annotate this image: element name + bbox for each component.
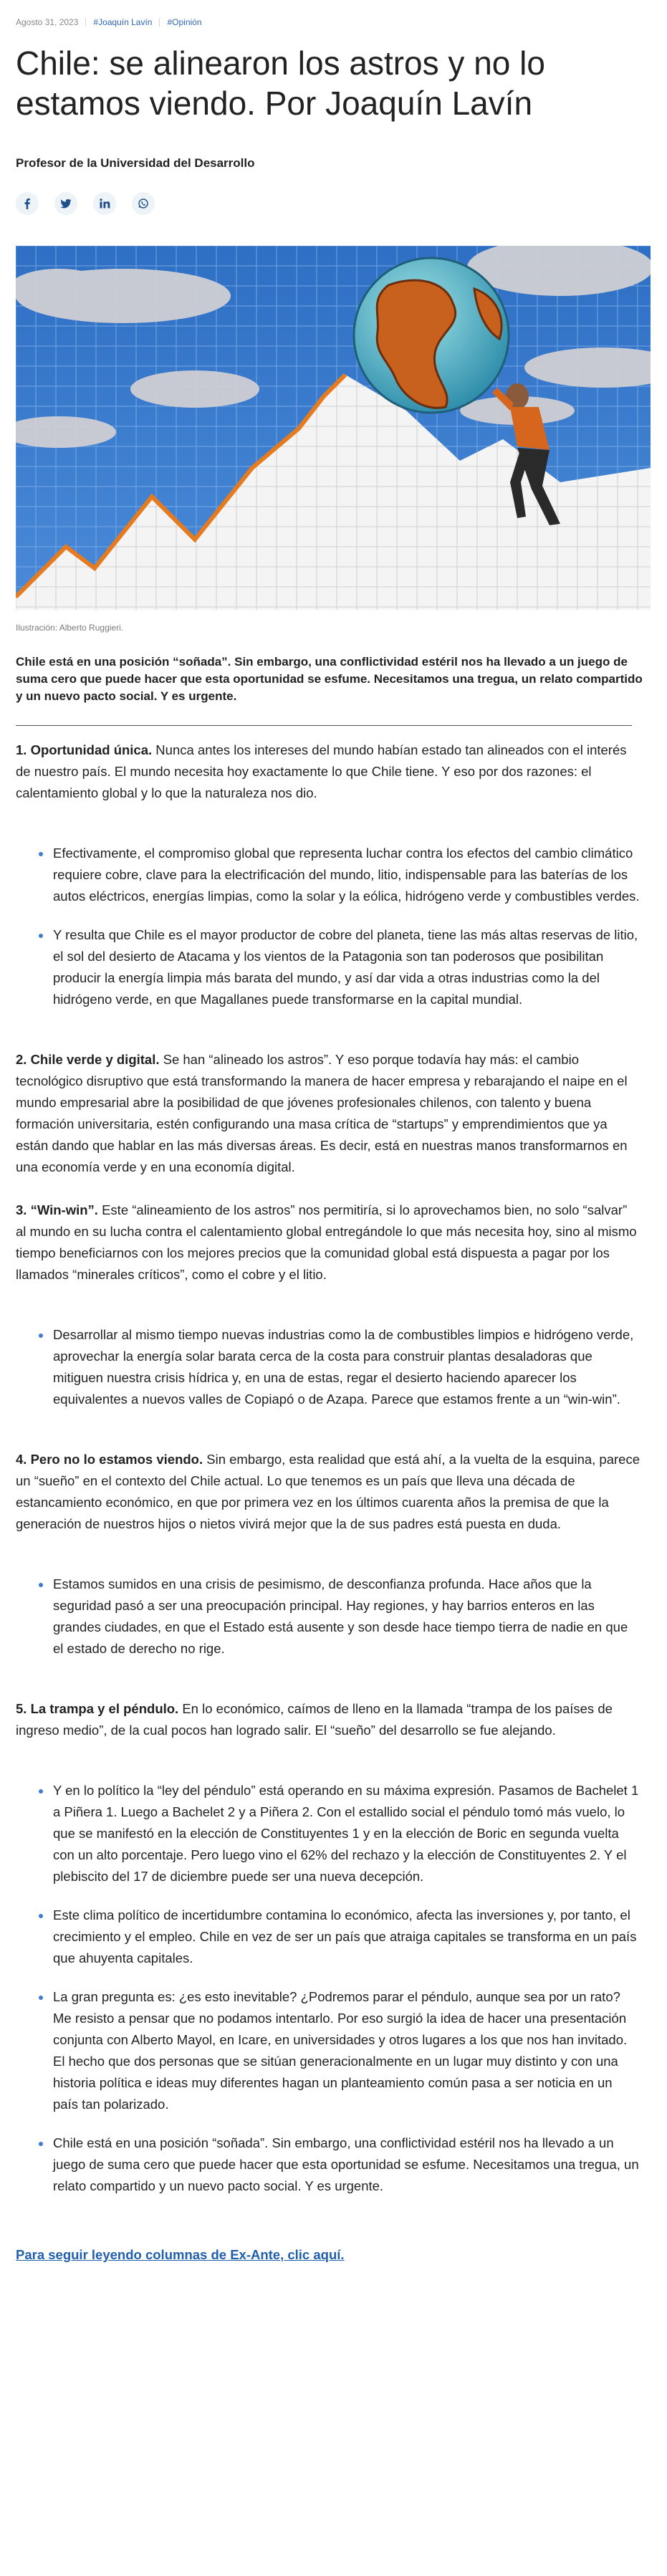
author-title: Profesor de la Universidad del Desarrollo <box>16 156 255 170</box>
section-paragraph <box>16 1049 640 1178</box>
article-body <box>16 731 640 2266</box>
image-caption: Ilustración: Alberto Ruggieri. <box>16 623 124 633</box>
section-heading: 2. Chile verde y digital. <box>16 1052 160 1067</box>
bullet-list <box>16 843 640 1010</box>
section-paragraph <box>16 1200 640 1285</box>
tag-author[interactable]: #Joaquín Lavín <box>93 17 153 27</box>
linkedin-icon <box>99 198 110 209</box>
section-heading: 4. Pero no lo estamos viendo. <box>16 1452 203 1467</box>
article-meta <box>16 17 202 27</box>
share-facebook-button[interactable] <box>16 192 39 215</box>
article-title: Chile: se alinearon los astros y no lo estamos viendo. Por Joaquín Lavín <box>16 44 545 122</box>
hero-illustration <box>16 246 651 610</box>
bullet-item: Estamos sumidos en una crisis de pesimismo, de desconfianza profunda. Hace años que la seguridad pasó a ser una preocupación principal. Hay regiones, y hay barrios enteros en las grandes ciudades, en que el Estado está ausente y son desde hace tiempo tierra de nadie en que el estado de derecho no rige. <box>16 1574 640 1660</box>
bullet-item: La gran pregunta es: ¿es esto inevitable? ¿Podremos parar el péndulo, aunque sea por un rato? Me resisto a pensar que no podamos intentarlo. Por eso surgió la idea de hacer una presentación conjunta con Alberto Mayol, en Icare, en universidades y otros lugares a los que nos han invitado. El hecho que dos personas que se sitúan generacionalmente en un lugar muy distinto y con una historia política e ideas muy diferentes hagan un planteamiento común pasa a ser noticia en un país tan polarizado. <box>16 1986 640 2115</box>
bullet-item: Desarrollar al mismo tiempo nuevas industrias como la de combustibles limpios e hidrógeno verde, aprovechar la energía solar barata cerca de la costa para construir plantas desaladoras que mitiguen nuestra crisis hídrica y, en una de estas, regar el desierto haciendo aparecer los equivalentes a nuevos valles de Copiapó o de Azapa. Parece que estamos frente a un “win-win”. <box>16 1324 640 1410</box>
section-paragraph <box>16 739 640 804</box>
twitter-icon <box>60 198 72 209</box>
bullet-item: Y resulta que Chile es el mayor productor de cobre del planeta, tiene las más altas reservas de litio, el sol del desierto de Atacama y los vientos de la Patagonia son tan poderosos que posibilitan producir la energía limpia más barata del mundo, y así dar vida a otras industrias como la del hidrógeno verde, en que Magallanes puede transformarse en la capital mundial. <box>16 924 640 1010</box>
article-lead: Chile está en una posición “soñada”. Sin embargo, una conflictividad estéril nos ha llevado a un juego de suma cero que puede hacer que esta oportunidad se esfume. Necesitamos una tregua, un relato compartido y un nuevo pacto social. Y es urgente. <box>16 655 643 703</box>
bullet-list <box>16 1780 640 2197</box>
section-paragraph <box>16 1449 640 1535</box>
meta-divider <box>159 18 160 27</box>
share-twitter-button[interactable] <box>54 192 77 215</box>
share-linkedin-button[interactable] <box>93 192 116 215</box>
section-text: Este “alineamiento de los astros” nos permitiría, si lo aprovechamos bien, no solo “salvar” al mundo en su lucha contra el calentamiento global entregándole lo que más necesita hoy, sino al mismo tiempo beneficiarnos con los mejores precios que la comunidad global está dispuesta a pagar por los llamados “minerales críticos”, como el cobre y el litio. <box>16 1202 637 1282</box>
facebook-icon <box>21 198 33 209</box>
bullet-item: Este clima político de incertidumbre contamina lo económico, afecta las inversiones y, por tanto, el crecimiento y el empleo. Chile en vez de ser un país que atraiga capitales se transforma en un país que ahuyenta capitales. <box>16 1905 640 1969</box>
whatsapp-icon <box>138 198 149 209</box>
section-heading: 3. “Win-win”. <box>16 1202 98 1217</box>
share-bar <box>16 192 155 215</box>
section-heading: 5. La trampa y el péndulo. <box>16 1701 179 1716</box>
share-whatsapp-button[interactable] <box>132 192 155 215</box>
section-text: Nunca antes los intereses del mundo habían estado tan alineados con el interés de nuestro país. El mundo necesita hoy exactamente lo que Chile tiene. Y eso por dos razones: el calentamiento global y lo que la naturaleza nos dio. <box>16 742 627 800</box>
publish-date: Agosto 31, 2023 <box>16 17 79 27</box>
bullet-item: Y en lo político la “ley del péndulo” está operando en su máxima expresión. Pasamos de Bachelet 1 a Piñera 1. Luego a Bachelet 2 y a Piñera 2. Con el estallido social el péndulo tomó más vuelo, lo que se manifestó en la elección de Constituyentes 1 y en la elección de Boric en segunda vuelta con un alto porcentaje. Pero luego vino el 62% del rechazo y la elección de Constituyentes 2. Y el plebiscito del 17 de diciembre puede ser una nueva decepción. <box>16 1780 640 1887</box>
section-heading: 1. Oportunidad única. <box>16 742 153 757</box>
bullet-item: Efectivamente, el compromiso global que representa luchar contra los efectos del cambio climático requiere cobre, clave para la electrificación del mundo, litio, indispensable para las baterías de los autos eléctricos, energías limpias, como la solar y la eólica, hidrógeno verde y combustibles verdes. <box>16 843 640 907</box>
bullet-item: Chile está en una posición “soñada”. Sin embargo, una conflictividad estéril nos ha llevado a un juego de suma cero que puede hacer que esta oportunidad se esfume. Necesitamos una tregua, un relato compartido y un nuevo pacto social. Y es urgente. <box>16 2132 640 2197</box>
divider <box>16 725 632 726</box>
section-text: Sin embargo, esta realidad que está ahí, a la vuelta de la esquina, parece un “sueño” en el contexto del Chile actual. Lo que tenemos es un país que lleva una década de estancamiento económico, en que por primera vez en los últimos cuarenta años la premisa de que la generación de nuestros hijos o nietos vivirá mejor que la de sus padres está puesta en duda. <box>16 1452 640 1531</box>
globe-shape <box>354 258 509 413</box>
section-text: En lo económico, caímos de lleno en la llamada “trampa de los países de ingreso medio”, de la cual pocos han logrado salir. El “sueño” del desarrollo se fue alejando. <box>16 1701 613 1738</box>
read-more-link[interactable]: Para seguir leyendo columnas de Ex-Ante, clic aquí. <box>16 2247 345 2262</box>
section-text: Se han “alineado los astros”. Y eso porque todavía hay más: el cambio tecnológico disruptivo que está transformando la manera de hacer empresa y rebarajando el naipe en el mundo empresarial abre la posibilidad de que jóvenes profesionales chilenos, con talento y buena formación universitaria, estén configurando una masa crítica de “startups” y emprendimientos que ya están dando que hablar en las más diversas áreas. Es decir, está en nuestras manos transformarnos en una economía verde y en una economía digital. <box>16 1052 628 1174</box>
bullet-list <box>16 1574 640 1660</box>
read-more-paragraph <box>16 2244 640 2266</box>
bullet-list <box>16 1324 640 1410</box>
section-paragraph <box>16 1698 640 1741</box>
meta-divider <box>85 18 86 27</box>
illustration-globe-pushed-uphill <box>16 246 651 610</box>
tag-category[interactable]: #Opinión <box>167 17 202 27</box>
